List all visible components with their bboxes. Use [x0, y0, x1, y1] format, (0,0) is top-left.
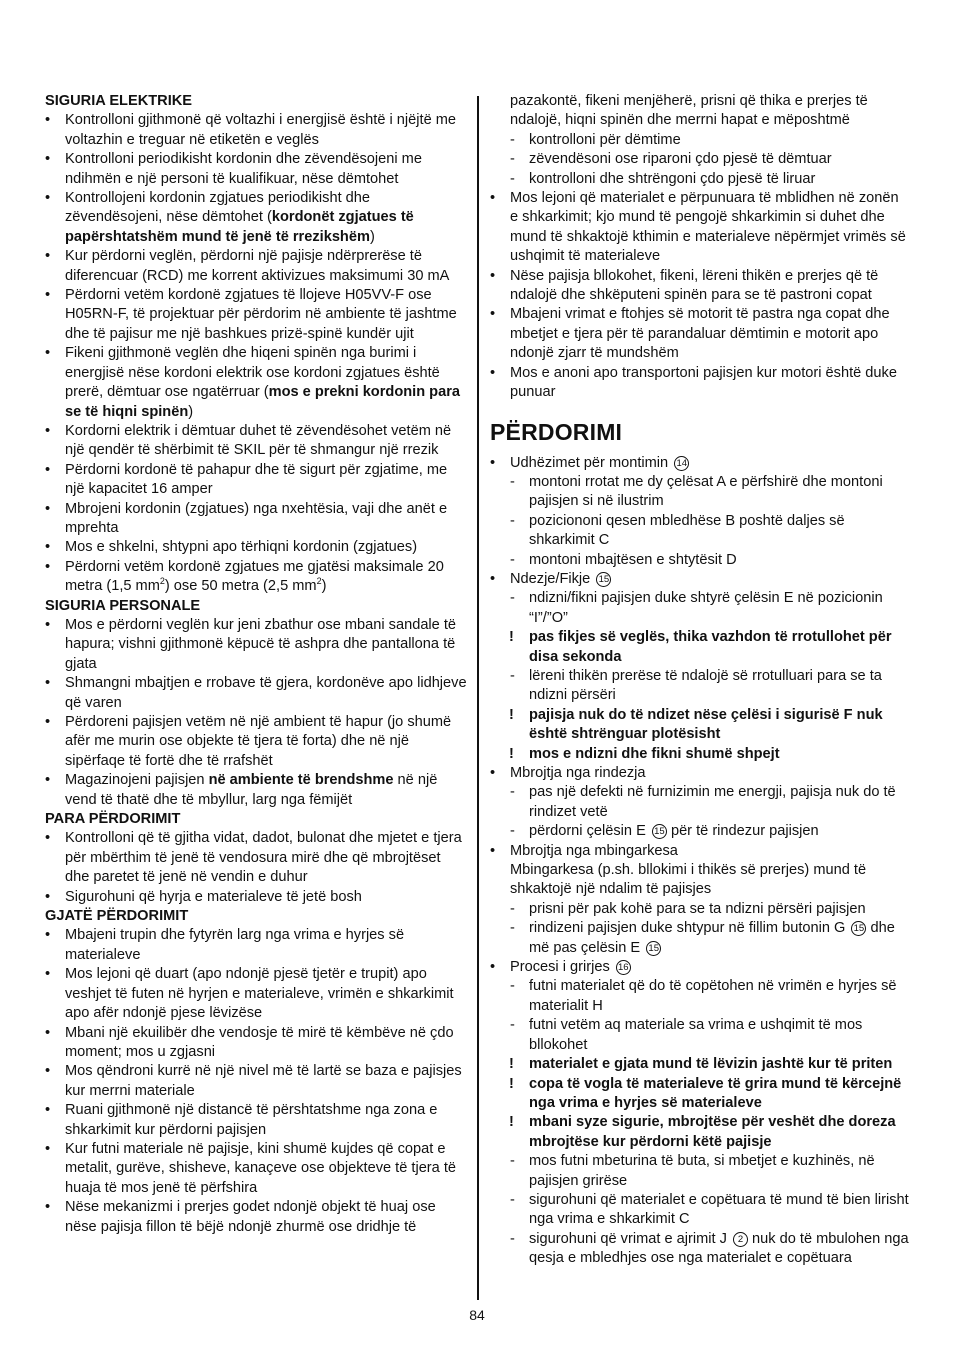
- list-item: • Nëse mekanizmi i prerjes godet ndonjë objekt të huaj ose nëse pajisja fillon të bëjë ndonjë zhurmë ose dridhje të: [45, 1198, 468, 1237]
- dash-item: - pas një defekti në furnizimin me energji, pajisja nuk do të rindizet vetë: [490, 783, 910, 822]
- heading-electrical-safety: SIGURIA ELEKTRIKE: [45, 93, 193, 109]
- list-item: • Mos qëndroni kurrë në një nivel më të lartë se baza e pajisjes kur merrni materiale: [45, 1062, 468, 1101]
- warning-item: ! copa të vogla të materialeve të grira mund të kërcejnë nga vrima e hyrjes së materialeve: [490, 1075, 910, 1114]
- heading-before-use: PARA PËRDORIMIT: [45, 811, 181, 828]
- list-item: • Sigurohuni që hyrja e materialeve të jetë bosh: [45, 888, 468, 907]
- warning-item: ! materialet e gjata mund të lëvizin jashtë kur të priten: [490, 1055, 910, 1074]
- dash-item: - mos futni mbeturina të buta, si mbetjet e kuzhinës, në pajisjen grirëse: [490, 1152, 910, 1191]
- column-divider: [477, 96, 479, 1300]
- dash-item: - kontrolloni dhe shtrëngoni çdo pjesë të liruar: [490, 170, 910, 189]
- list-item: • Shmangni mbajtjen e rrobave të gjera, kordonëve apo lidhjeve që varen: [45, 674, 468, 713]
- dash-item: - sigurohuni që materialet e copëtuara të mund të bien lirisht nga vrima e shkarkimit C: [490, 1191, 910, 1230]
- right-column: [490, 92, 910, 1269]
- list-item: • Ndezje/Fikje 15: [490, 570, 910, 589]
- dash-item: - kontrolloni për dëmtime: [490, 131, 910, 150]
- list-item: • Mbajeni vrimat e ftohjes së motorit të pastra nga copat dhe mbetjet e tjera për të parandaluar dëmtimin e motorit apo ndonjë zjarr të mundshëm: [490, 305, 910, 363]
- dash-item: - montoni mbajtësen e shtytësit D: [490, 551, 910, 570]
- list-item: • Mbrojeni kordonin (zgjatues) nga nxehtësia, vaji dhe anët e mprehta: [45, 500, 468, 539]
- dash-item: - ndizni/fikni pajisjen duke shtyrë çelësin E në pozicionin “I”/”O”: [490, 589, 910, 628]
- warning-item: ! pajisja nuk do të ndizet nëse çelësi i sigurisë F nuk është shtrënguar plotësisht: [490, 706, 910, 745]
- dash-item: - montoni rrotat me dy çelësat A e përfshirë dhe montoni pajisjen si në ilustrim: [490, 473, 910, 512]
- figure-ref-16: 16: [616, 960, 631, 975]
- page-number: 84: [469, 1307, 485, 1323]
- figure-ref-14: 14: [674, 456, 689, 471]
- list-item: • Kontrollojeni kordonin zgjatues periodikisht dhe zëvendësojeni, nëse dëmtohet (kordonët zgjatues të papërshtatshëm mund të jenë të rrezikshëm): [45, 189, 468, 247]
- figure-ref-2: 2: [733, 1232, 748, 1247]
- dash-item: - rindizeni pajisjen duke shtypur në fillim butonin G 15 dhe më pas çelësin E 15: [490, 919, 910, 958]
- figure-ref-15: 15: [652, 824, 667, 839]
- list-item: • Kur përdorni veglën, përdorni një pajisje ndërprerëse të diferencuar (RCD) me korrent aktivizues maksimumi 30 mA: [45, 247, 468, 286]
- list-item: • Mbani një ekuilibër dhe vendosje të mirë të këmbëve në çdo moment; mos u zgjasni: [45, 1024, 468, 1063]
- dash-item: - futni materialet që do të copëtohen në vrimën e hyrjes së materialit H: [490, 977, 910, 1016]
- dash-item: - futni vetëm aq materiale sa vrima e ushqimit të mos bllokohet: [490, 1016, 910, 1055]
- list-item: • Përdorni kordonë të pahapur dhe të sigurt për zgjatime, me një kapacitet 16 amper: [45, 461, 468, 500]
- list-item: • Udhëzimet për montimin 14: [490, 454, 910, 473]
- warning-item: ! pas fikjes së veglës, thika vazhdon të rrotullohet për disa sekonda: [490, 628, 910, 667]
- warning-item: ! mos e ndizni dhe fikni shumë shpejt: [490, 745, 910, 764]
- left-column: [45, 92, 468, 1237]
- list-item: • Kontrolloni periodikisht kordonin dhe zëvendësojeni me ndihmën e një personi të kualifikuar, nëse dëmtohet: [45, 150, 468, 189]
- list-item: • Përdorni vetëm kordonë zgjatues të llojeve H05VV-F ose H05RN-F, të projektuar për përdorim në ambiente të jashtme dhe të pajisur me një bashkues prizë-spinë kundër ujit: [45, 286, 468, 344]
- list-item: • Kontrolloni që të gjitha vidat, dadot, bulonat dhe mjetet e tjera për mbërthim të jenë të vendosura mirë dhe që mbrojtëset dhe paretet të jenë në vendin e duhur: [45, 829, 468, 887]
- list-item: • Kur futni materiale në pajisje, kini shumë kujdes që copat e metalit, gurëve, shisheve, kanaçeve ose objekteve të tjera të huaja të mos jenë të përfshira: [45, 1140, 468, 1198]
- list-item: • Përdorni vetëm kordonë zgjatues me gjatësi maksimale 20 metra (1,5 $mm^2$) ose 50 metra (2,5 $mm^2$): [45, 558, 468, 597]
- section-title: PËRDORIMI: [490, 418, 623, 445]
- list-item: • Kontrolloni gjithmonë që voltazhi i energjisë është i njëjtë me voltazhin e treguar në etiketën e veglës: [45, 111, 468, 150]
- list-item: • Ruani gjithmonë një distancë të përshtatshme nga zona e shkarkimit kur përdorni pajisjen: [45, 1101, 468, 1140]
- list-item: • Mbajeni trupin dhe fytyrën larg nga vrima e hyrjes së materialeve: [45, 926, 468, 965]
- list-item: • Mbrojtja nga rindezja: [490, 764, 910, 783]
- dash-item: - sigurohuni që vrimat e ajrimit J 2 nuk do të mbulohen nga qesja e mbledhjes ose nga materialet e copëtuara: [490, 1230, 910, 1269]
- list-item: • Mbrojtja nga mbingarkesa: [490, 842, 910, 861]
- list-item: • Mos lejoni që materialet e përpunuara të mblidhen në zonën e shkarkimit; kjo mund të pengojë shkarkimin si duhet dhe mund të shkaktojë kthimin e materialeve nëpërmjet vrimës së ushqimit të materialeve: [490, 189, 910, 267]
- heading-during-use: GJATË PËRDORIMIT: [45, 908, 189, 925]
- warning-item: ! mbani syze sigurie, mbrojtëse për veshët dhe doreza mbrojtëse kur përdorni këtë pajisje: [490, 1113, 910, 1152]
- list-item: • Magazinojeni pajisjen në ambiente të brendshme në një vend të thatë dhe të mbyllur, larg nga fëmijët: [45, 771, 468, 810]
- list-item: • Përdoreni pajisjen vetëm në një ambient të hapur (jo shumë afër me murin ose objekte të tjera të forta) dhe në një sipërfaqe të fortë dhe të rrafshët: [45, 713, 468, 771]
- paragraph: Mbingarkesa (p.sh. bllokimi i thikës së prerjes) mund të shkaktojë një ndalim të pajisjes: [510, 862, 867, 898]
- list-item: • Procesi i grirjes 16: [490, 958, 910, 977]
- list-item: • Mos e shkelni, shtypni apo tërhiqni kordonin (zgjatues): [45, 538, 468, 557]
- list-item: • Fikeni gjithmonë veglën dhe hiqeni spinën nga burimi i energjisë nëse kordoni elektrik ose kordoni zgjatues është prerë, dëmtuar ose ngatërruar (mos e prekni kordonin para se të hiqni spinën): [45, 344, 468, 422]
- dash-item: - përdorni çelësin E 15 për të rindezur pajisjen: [490, 822, 910, 841]
- figure-ref-15: 15: [646, 941, 661, 956]
- list-item-continuation: pazakontë, fikeni menjëherë, prisni që thika e prerjes të ndalojë, hiqni spinën dhe merrni hapat e mëposhtmë: [510, 93, 868, 129]
- list-item: • Nëse pajisja bllokohet, fikeni, lëreni thikën e prerjes që të ndalojë dhe shkëputeni spinën para se të pastroni copat: [490, 267, 910, 306]
- figure-ref-15: 15: [596, 572, 611, 587]
- dash-item: - prisni për pak kohë para se ta ndizni përsëri pajisjen: [490, 900, 910, 919]
- list-item: • Mos lejoni që duart (apo ndonjë pjesë tjetër e trupit) apo veshjet të futen në hyrjen e materialeve, vrimën e shkarkimit apo afër ndonjë pjese lëvizëse: [45, 965, 468, 1023]
- dash-item: - zëvendësoni ose riparoni çdo pjesë të dëmtuar: [490, 150, 910, 169]
- heading-personal-safety: SIGURIA PERSONALE: [45, 597, 201, 614]
- list-item: • Kordorni elektrik i dëmtuar duhet të zëvendësohet vetëm në një qendër të shërbimit të SKIL për të shmangur një rrezik: [45, 422, 468, 461]
- list-item: • Mos e anoni apo transportoni pajisjen kur motori është duke punuar: [490, 364, 910, 403]
- list-item: • Mos e përdorni veglën kur jeni zbathur ose mbani sandale të hapura; vishni gjithmonë këpucë të ashpra dhe pantallona të gjata: [45, 616, 468, 674]
- dash-item: - poziciononi qesen mbledhëse B poshtë daljes së shkarkimit C: [490, 512, 910, 551]
- figure-ref-15: 15: [851, 921, 866, 936]
- dash-item: - lëreni thikën prerëse të ndalojë së rrotulluari para se ta ndizni përsëri: [490, 667, 910, 706]
